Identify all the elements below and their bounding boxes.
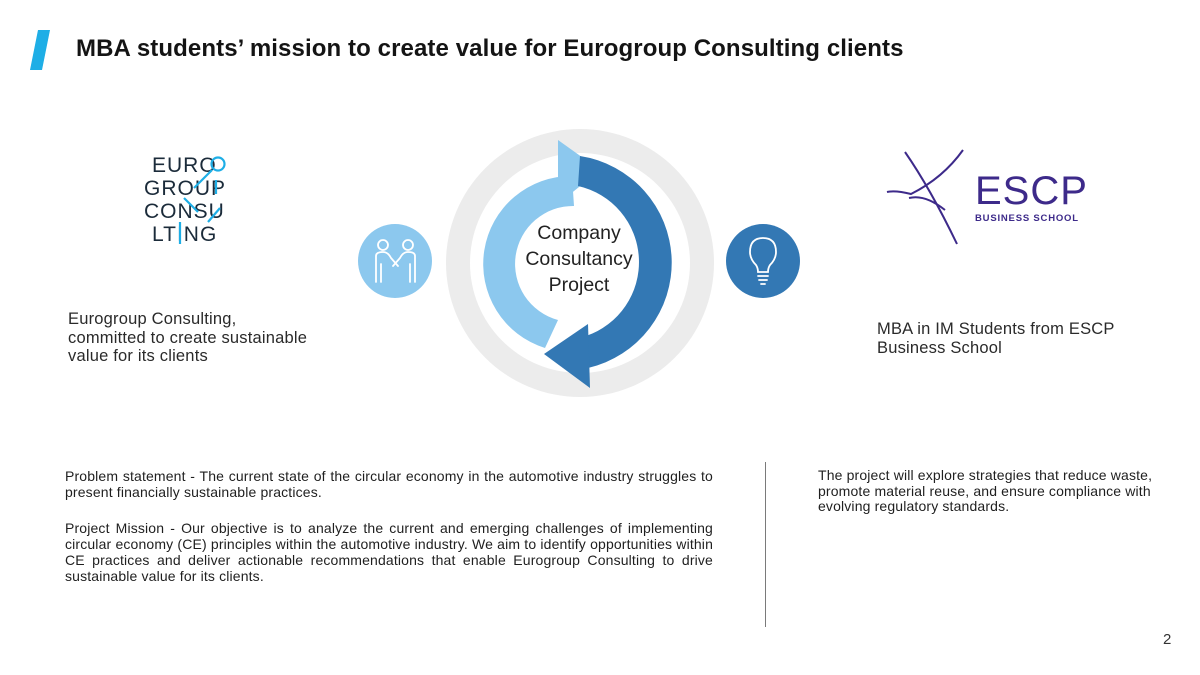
svg-text:CONSU: CONSU <box>144 200 225 223</box>
lightbulb-icon <box>726 224 800 298</box>
cycle-center-label <box>506 220 652 298</box>
handshake-icon <box>358 224 432 298</box>
page-number: 2 <box>1163 631 1172 648</box>
escp-business-school-logo <box>885 148 1100 248</box>
eurogroup-consulting-logo <box>140 150 250 250</box>
cycle-label-line: Project <box>548 274 610 296</box>
project-strategies-text: The project will explore strategies that reduce waste, promote material reuse, and ensure compliance with evolving regulatory standards. <box>818 467 1153 514</box>
escp-caption: MBA in IM Students from ESCP Business School <box>877 320 1115 357</box>
slide-title: MBA students’ mission to create value for Eurogroup Consulting clients <box>76 35 904 62</box>
svg-text:BUSINESS SCHOOL: BUSINESS SCHOOL <box>975 213 1079 224</box>
cycle-label-line: Consultancy <box>525 248 633 270</box>
cycle-label-line: Company <box>537 222 621 244</box>
svg-text:ESCP: ESCP <box>975 169 1088 213</box>
svg-text:LTING: LTING <box>152 223 218 246</box>
problem-statement: Problem statement - The current state of the circular economy in the automotive industry struggles to present financially sustainable practices. <box>65 468 713 500</box>
svg-text:GROUP: GROUP <box>144 177 227 200</box>
svg-text:EURO: EURO <box>152 154 217 177</box>
title-accent-slash <box>30 30 50 70</box>
eurogroup-caption: Eurogroup Consulting, committed to create sustainable value for its clients <box>68 310 308 365</box>
project-mission: Project Mission - Our objective is to analyze the current and emerging challenges of implementing circular economy (CE) principles within the automotive industry. We aim to identify opportunities within CE practices and deliver actionable recommendations that enable Eurogroup Consulting to drive sustainable value for its clients. <box>65 520 713 584</box>
vertical-divider <box>765 462 766 627</box>
